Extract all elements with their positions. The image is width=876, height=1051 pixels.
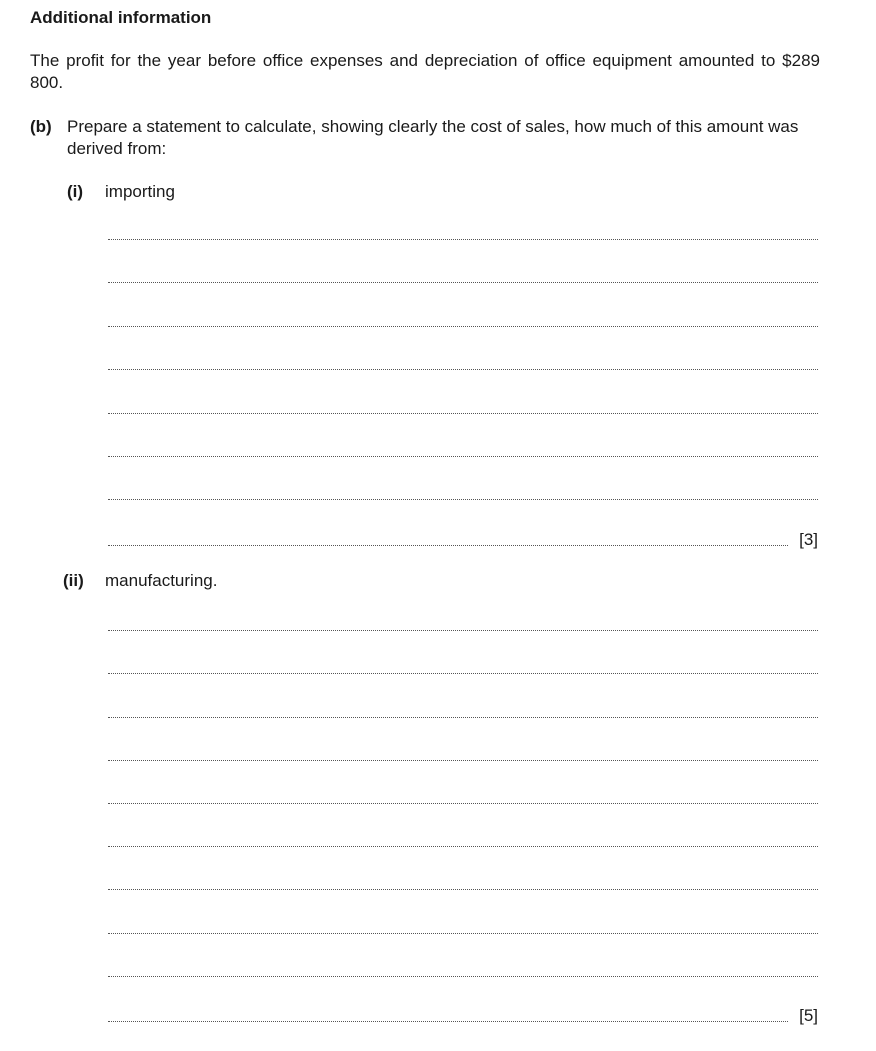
answer-line-ii-4[interactable] (108, 743, 818, 761)
question-b-ii-text: manufacturing. (105, 571, 218, 590)
question-b (30, 116, 820, 160)
marks-i: [3] (799, 530, 818, 549)
answer-line-ii-1[interactable] (108, 613, 818, 631)
answer-line-ii-6[interactable] (108, 829, 818, 847)
answer-line-i-7[interactable] (108, 482, 818, 500)
intro-text: The profit for the year before office expenses and depreciation of office equipment amounted to $289 800. (30, 51, 820, 92)
answer-line-i-5[interactable] (108, 396, 818, 414)
question-b-ii-label: (ii) (63, 571, 84, 590)
answer-line-ii-10[interactable] (108, 1004, 818, 1025)
marks-ii: [5] (799, 1006, 818, 1025)
answer-line-i-3[interactable] (108, 309, 818, 327)
answer-line-i-1[interactable] (108, 222, 818, 240)
question-b-i-text: importing (105, 182, 175, 201)
answer-line-ii-5[interactable] (108, 786, 818, 804)
answer-line-ii-3[interactable] (108, 700, 818, 718)
answer-line-ii-8[interactable] (108, 916, 818, 934)
answer-line-i-6[interactable] (108, 439, 818, 457)
answer-line-ii-7[interactable] (108, 872, 818, 890)
answer-line-i-8[interactable] (108, 528, 818, 549)
question-b-label: (b) (30, 117, 52, 136)
answer-line-i-2[interactable] (108, 265, 818, 283)
question-b-text: Prepare a statement to calculate, showing clearly the cost of sales, how much of this amount was derived from: (67, 117, 799, 158)
answer-line-ii-9[interactable] (108, 959, 818, 977)
section-heading: Additional information (30, 8, 212, 27)
intro-paragraph (30, 50, 820, 94)
question-b-i-label: (i) (67, 182, 84, 201)
answer-line-i-4[interactable] (108, 352, 818, 370)
answer-line-ii-2[interactable] (108, 656, 818, 674)
